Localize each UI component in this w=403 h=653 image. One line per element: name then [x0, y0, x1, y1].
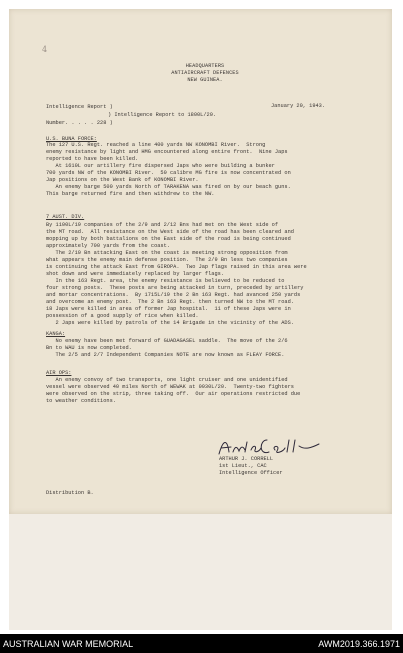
- margin-pencil-mark: 4: [42, 45, 48, 54]
- text-line: possession of a good supply of rice when killed.: [46, 313, 199, 319]
- text-line: The 2/10 Bn attacking East on the coast is meeting strong opposition from: [46, 250, 288, 256]
- text-line: Bn to WAU is now completed.: [46, 345, 132, 351]
- header-line-1: HEADQUARTERS: [185, 63, 225, 69]
- header-line-3: NEW GUINEA.: [187, 77, 223, 83]
- footer-accession-number: AWM2019.366.1971: [318, 639, 400, 649]
- section-heading-buna: U.S. BUNA FORCE:: [46, 136, 97, 142]
- text-line: and overcome an enemy post. The 2 Bn 163 Regt. then turned NW to the MT road.: [46, 299, 294, 305]
- text-line: shot down and were immediately replaced by larger flags.: [46, 271, 225, 277]
- distribution-note: Distribution B.: [46, 490, 94, 496]
- signatory-title: Intelligence Officer: [219, 470, 283, 476]
- section-heading-7-aust-div: 7 AUST. DIV.: [46, 214, 85, 220]
- text-line: reported to have been killed.: [46, 156, 139, 162]
- signatory-rank: 1st Lieut., CAC: [219, 463, 267, 469]
- page-backing: [9, 514, 392, 630]
- text-line: In the 163 Regt. area, the enemy resistance is believed to be reduced to: [46, 278, 285, 284]
- text-line: Jap positions on the West Bank of KONOMBI River.: [46, 177, 199, 183]
- text-line: the MT road. All resistance on the West side of the road has been cleared and: [46, 229, 294, 235]
- text-line: By 1100L/19 companies of the 2/9 and 2/12 Bns had met on the West side of: [46, 222, 279, 228]
- text-line: four strong posts. These posts are being attacked in turn, preceded by artillery: [46, 285, 304, 291]
- text-line: and mortar concentrations. By 1715L/19 the 2 Bn 163 Regt. had avanced 250 yards: [46, 292, 301, 298]
- report-label: Intelligence Report ): [46, 104, 113, 110]
- text-line: is continuing the attack East from GIROPA. Two Jap flags raised in this area were: [46, 264, 307, 270]
- signatory-name: ARTHUR J. CORRELL: [219, 456, 274, 462]
- text-line: to weather conditions.: [46, 398, 116, 404]
- text-line: This barge returned fire and then withdrew to the NW.: [46, 191, 215, 197]
- text-line: No enemy have been met forward of GUADAGASEL saddle. The move of the 2/6: [46, 338, 288, 344]
- header-line-2: ANTIAIRCRAFT DEFENCES: [171, 70, 239, 76]
- text-line: An enemy convoy of two transports, one light cruiser and one unidentified: [46, 377, 288, 383]
- text-line: enemy resistance by light and HMG encountered along entire front. Nine Japs: [46, 149, 288, 155]
- report-number: Number. . . . . 228 ): [46, 120, 113, 126]
- text-line: An enemy barge 500 yards North of TARAKENA was fired on by our beach guns.: [46, 184, 291, 190]
- text-line: 700 yards NW of the KONOMBI River. 50 calibre MG fire is now concentrated on: [46, 170, 291, 176]
- text-line: At 1610L our artillery fire dispersed Japs who were building a bunker: [46, 163, 275, 169]
- section-heading-air-ops: AIR OPS:: [46, 370, 72, 376]
- text-line: were observed on the strip, three taking off. Our air operations restricted due: [46, 391, 301, 397]
- report-subject: ) Intelligence Report to 1800L/20.: [108, 112, 217, 118]
- text-line: 18 Japs were killed in area of former Jap hospital. 11 of these Japs were in: [46, 306, 291, 312]
- text-line: The 127 U.S. Regt. reached a line 400 yards NW KONOMBI River. Strong: [46, 142, 266, 148]
- section-heading-kanga: KANGA:: [46, 331, 66, 337]
- text-line: The 2/5 and 2/7 Independent Companies NOTE are now known as FLEAY FORCE.: [46, 352, 285, 358]
- footer-source: AUSTRALIAN WAR MEMORIAL: [3, 639, 134, 649]
- text-line: 2 Japs were killed by patrols of the 14 Brigade in the vicinity of the ADS.: [46, 320, 294, 326]
- text-line: what appears the enemy main defense position. The 2/9 Bn less two companies: [46, 257, 288, 263]
- text-line: vessel were observed 40 miles North of WEWAK at 0930L/20. Twenty-two fighters: [46, 384, 294, 390]
- footer-bar: [0, 634, 403, 653]
- text-line: approximately 700 yards from the coast.: [46, 243, 170, 249]
- text-line: mopping up by both battalions on the East side of the road is being continued: [46, 236, 291, 242]
- report-date: January 20, 1943.: [271, 103, 326, 109]
